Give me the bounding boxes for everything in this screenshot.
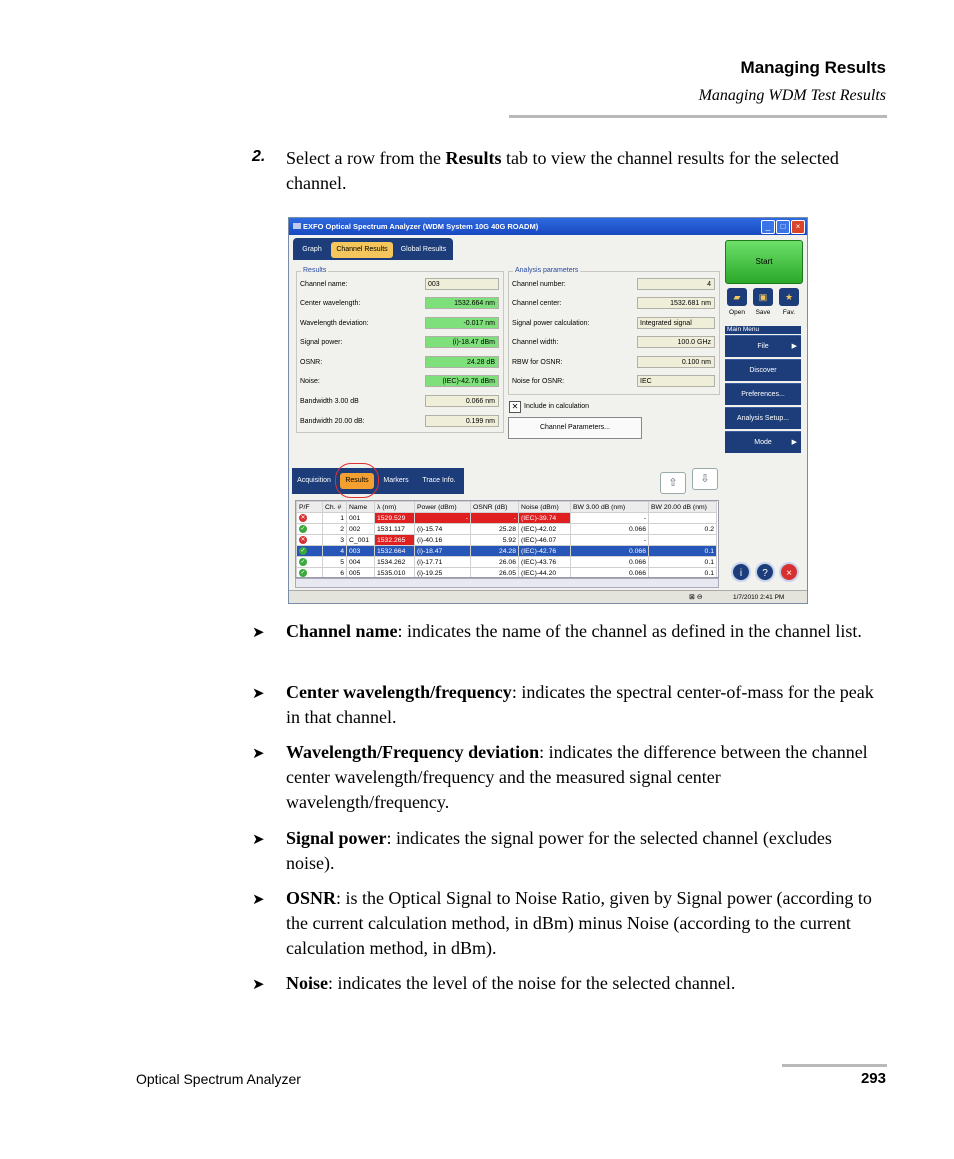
window-title: EXFO Optical Spectrum Analyzer (WDM System 10G 40G ROADM): [303, 222, 539, 231]
analysis-group: [508, 267, 720, 395]
move-down-icon[interactable]: ⇩: [692, 468, 718, 490]
result-label: Wavelength deviation:: [300, 320, 369, 327]
save-icon[interactable]: ▣: [753, 288, 773, 306]
result-label: Signal power:: [300, 339, 343, 346]
cell-bw3: 0.066: [571, 568, 649, 579]
tab-channel-results[interactable]: Channel Results: [331, 242, 393, 258]
app-screenshot: [288, 217, 808, 604]
col-header[interactable]: Power (dBm): [415, 502, 471, 513]
table-row[interactable]: [297, 568, 717, 579]
col-header[interactable]: BW 3.00 dB (nm): [571, 502, 649, 513]
cell-bw20: 0.1: [649, 557, 717, 568]
signal-power-calculation-value: Integrated signal: [637, 317, 715, 329]
help-icon[interactable]: ?: [755, 562, 775, 582]
cell-osnr: 26.05: [471, 568, 519, 579]
analysis-label: Noise for OSNR:: [512, 378, 565, 385]
cell-noise: (IEC)-44.20: [519, 568, 571, 579]
channel-name-value: 003: [425, 278, 499, 290]
bullet-item: Center wavelength/frequency: indicates the spectral center-of-mass for the peak in that channel.: [286, 682, 874, 727]
bandwidth-20db-value: 0.199 nm: [425, 415, 499, 427]
table-row[interactable]: [297, 524, 717, 535]
start-button[interactable]: Start: [725, 240, 803, 284]
horizontal-scrollbar[interactable]: [295, 578, 719, 588]
bullet-arrow-icon: ➤: [252, 686, 265, 702]
col-header[interactable]: P/F: [297, 502, 323, 513]
cell-bw3: -: [571, 535, 649, 546]
center-wavelength-value: 1532.664 nm: [425, 297, 499, 309]
chevron-right-icon: ▶: [791, 343, 797, 350]
move-up-icon[interactable]: ⇧: [660, 472, 686, 494]
cell-name: 003: [347, 546, 375, 557]
pass-icon: ✓: [300, 570, 306, 576]
header-rule: [509, 115, 887, 118]
minimize-icon[interactable]: _: [761, 220, 775, 234]
close-icon[interactable]: ×: [791, 220, 805, 234]
fail-icon: ✕: [300, 537, 306, 543]
wavelength-deviation-value: -0.017 nm: [425, 317, 499, 329]
results-table: [295, 500, 719, 578]
col-header[interactable]: BW 20.00 dB (nm): [649, 502, 717, 513]
cell-wavelength: 1535.010: [375, 568, 415, 579]
cell-bw20: [649, 513, 717, 524]
open-label: Open: [729, 309, 745, 316]
analysis-label: RBW for OSNR:: [512, 359, 563, 366]
bullet-arrow-icon: ➤: [252, 832, 265, 848]
include-label: Include in calculation: [524, 403, 589, 410]
cell-ch: 6: [323, 568, 347, 579]
results-highlight-circle: [335, 463, 379, 498]
cell-osnr: 25.28: [471, 524, 519, 535]
col-header[interactable]: Noise (dBm): [519, 502, 571, 513]
pass-icon: ✓: [300, 548, 306, 554]
cell-name: 005: [347, 568, 375, 579]
cell-wavelength: 1529.529: [375, 513, 415, 524]
cell-osnr: 5.92: [471, 535, 519, 546]
menu-item-analysis-setup[interactable]: Analysis Setup...: [725, 407, 801, 429]
pass-icon: ✓: [300, 559, 306, 565]
channel-center-value: 1532.681 nm: [637, 297, 715, 309]
running-header-title: Managing Results: [740, 58, 886, 77]
col-header[interactable]: λ (nm): [375, 502, 415, 513]
cell-ch: 3: [323, 535, 347, 546]
cell-bw20: 0.1: [649, 546, 717, 557]
table-header-row: [297, 502, 717, 513]
table-row[interactable]: [297, 513, 717, 524]
cell-power: (i)-40.16: [415, 535, 471, 546]
top-tab-bar: [293, 238, 453, 260]
cell-noise: (IEC)-42.76: [519, 546, 571, 557]
result-label: Channel name:: [300, 281, 348, 288]
cell-bw3: -: [571, 513, 649, 524]
tab-global-results[interactable]: Global Results: [400, 246, 447, 253]
favorite-icon[interactable]: ★: [779, 288, 799, 306]
result-label: Center wavelength:: [300, 300, 361, 307]
pass-icon: ✓: [300, 526, 306, 532]
signal-power-value: (i)-18.47 dBm: [425, 336, 499, 348]
tab-results[interactable]: Results: [340, 473, 374, 489]
tab-acquisition[interactable]: Acquisition: [297, 477, 331, 484]
cell-osnr: 24.28: [471, 546, 519, 557]
open-icon[interactable]: ▰: [727, 288, 747, 306]
tab-trace-info[interactable]: Trace Info.: [422, 477, 456, 484]
bullet-arrow-icon: ➤: [252, 892, 265, 908]
noise-value: (IEC)-42.76 dBm: [425, 375, 499, 387]
app-icon: [293, 223, 301, 229]
cell-name: 001: [347, 513, 375, 524]
cell-wavelength: 1531.117: [375, 524, 415, 535]
bullet-item: Channel name: indicates the name of the channel as defined in the channel list.: [286, 621, 862, 641]
tab-graph[interactable]: Graph: [302, 246, 322, 253]
rbw-value: 0.100 nm: [637, 356, 715, 368]
channel-width-value: 100.0 GHz: [637, 336, 715, 348]
cell-ch: 5: [323, 557, 347, 568]
channel-number-value: 4: [637, 278, 715, 290]
bullet-arrow-icon: ➤: [252, 746, 265, 762]
table-row[interactable]: [297, 535, 717, 546]
cell-osnr: -: [471, 513, 519, 524]
analysis-label: Signal power calculation:: [512, 320, 590, 327]
channel-parameters-button[interactable]: Channel Parameters...: [508, 417, 642, 439]
analysis-label: Channel number:: [512, 281, 566, 288]
menu-item-file[interactable]: File ▶: [725, 335, 801, 357]
tab-markers[interactable]: Markers: [383, 477, 409, 484]
cell-bw20: 0.1: [649, 568, 717, 579]
col-header[interactable]: Ch. #: [323, 502, 347, 513]
cell-power: -: [415, 513, 471, 524]
footer-rule: [782, 1064, 887, 1067]
results-legend: Results: [303, 267, 327, 274]
menu-item-preferences[interactable]: Preferences...: [725, 383, 801, 405]
cell-name: 004: [347, 557, 375, 568]
bullet-arrow-icon: ➤: [252, 977, 265, 993]
results-group: [296, 267, 504, 433]
table-row-selected[interactable]: [297, 546, 717, 557]
save-label: Save: [755, 309, 771, 316]
cell-wavelength: 1534.262: [375, 557, 415, 568]
result-label: Bandwidth 20.00 dB:: [300, 418, 365, 425]
cell-noise: (IEC)-43.76: [519, 557, 571, 568]
status-bar: [289, 590, 807, 604]
fav-label: Fav.: [782, 309, 796, 316]
osnr-value: 24.28 dB: [425, 356, 499, 368]
bullet-item: Noise: indicates the level of the noise for the selected channel.: [286, 973, 736, 993]
chevron-right-icon: ▶: [791, 439, 797, 446]
include-checkbox[interactable]: ✕: [509, 401, 521, 413]
step-number: 2.: [252, 148, 266, 165]
running-header-subtitle: Managing WDM Test Results: [698, 87, 886, 104]
cell-ch: 4: [323, 546, 347, 557]
cell-noise: (IEC)-42.02: [519, 524, 571, 535]
cell-noise: (IEC)-39.74: [519, 513, 571, 524]
fail-icon: ✕: [300, 515, 306, 521]
cell-bw3: 0.066: [571, 546, 649, 557]
window-titlebar: [289, 218, 807, 235]
bullet-arrow-icon: ➤: [252, 625, 265, 641]
bullet-item: OSNR: is the Optical Signal to Noise Ratio, given by Signal power (according to the current calculation method, in dBm) minus Noise (according to the current calculation method, in dBm).: [286, 888, 872, 958]
footer-product: Optical Spectrum Analyzer: [136, 1071, 301, 1087]
result-label: Noise:: [300, 378, 320, 385]
analysis-label: Channel center:: [512, 300, 562, 307]
cell-wavelength: 1532.265: [375, 535, 415, 546]
cell-noise: (IEC)-46.07: [519, 535, 571, 546]
col-header[interactable]: OSNR (dB): [471, 502, 519, 513]
cell-bw3: 0.066: [571, 524, 649, 535]
cell-ch: 2: [323, 524, 347, 535]
cell-name: 002: [347, 524, 375, 535]
cell-power: (i)-17.71: [415, 557, 471, 568]
col-header[interactable]: Name: [347, 502, 375, 513]
cell-power: (i)-15.74: [415, 524, 471, 535]
cell-power: (i)-19.25: [415, 568, 471, 579]
result-label: Bandwidth 3.00 dB: [300, 398, 359, 405]
cell-ch: 1: [323, 513, 347, 524]
cell-osnr: 26.06: [471, 557, 519, 568]
bandwidth-3db-value: 0.066 nm: [425, 395, 499, 407]
cell-name: C_001: [347, 535, 375, 546]
main-menu-title: Main Menu: [725, 326, 801, 334]
maximize-icon[interactable]: □: [776, 220, 790, 234]
table-row[interactable]: [297, 557, 717, 568]
menu-item-discover[interactable]: Discover: [725, 359, 801, 381]
cell-wavelength: 1532.664: [375, 546, 415, 557]
page-number: 293: [860, 1070, 886, 1087]
info-icon[interactable]: i: [731, 562, 751, 582]
status-icons: ⊠ ⊖: [689, 594, 703, 601]
analysis-label: Channel width:: [512, 339, 559, 346]
bullet-item: Signal power: indicates the signal power for the selected channel (excludes noise).: [286, 828, 832, 873]
step-text: Select a row from the Results tab to view the channel results for the selected channel.: [286, 148, 839, 193]
bullet-item: Wavelength/Frequency deviation: indicates the difference between the channel center wavelength/frequency and the measured signal center wavelength/frequency.: [286, 742, 868, 812]
right-panel: [723, 236, 807, 586]
menu-item-mode[interactable]: Mode ▶: [725, 431, 801, 453]
result-label: OSNR:: [300, 359, 323, 366]
status-datetime: 1/7/2010 2:41 PM: [733, 594, 785, 601]
cell-bw3: 0.066: [571, 557, 649, 568]
exit-icon[interactable]: ×: [779, 562, 799, 582]
cell-bw20: [649, 535, 717, 546]
cell-power: (i)-18.47: [415, 546, 471, 557]
noise-for-osnr-value: IEC: [637, 375, 715, 387]
analysis-legend: Analysis parameters: [515, 267, 579, 274]
cell-bw20: 0.2: [649, 524, 717, 535]
